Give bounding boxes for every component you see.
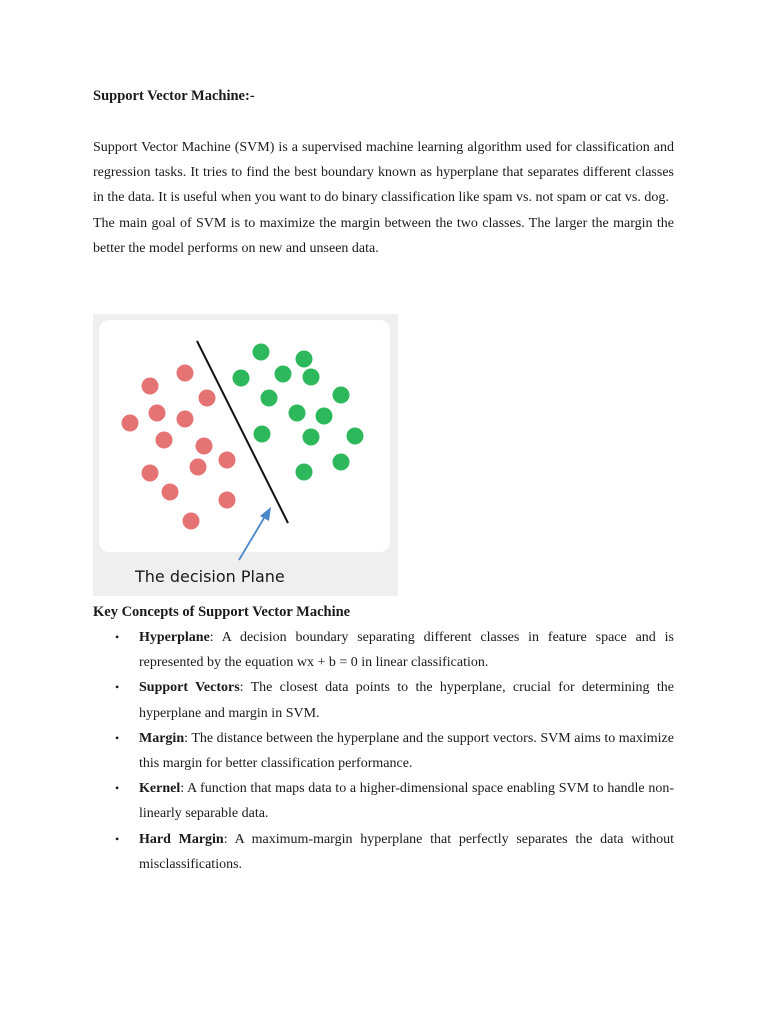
concept-description: : The closest data points to the hyperplane, crucial for determining the hyperplane and margin in SVM. [139,680,674,721]
bullet-icon: • [115,680,120,695]
class-a-point [177,411,194,428]
class-b-point [316,408,333,425]
intro-paragraph-1: Support Vector Machine (SVM) is a supervised machine learning algorithm used for classification and regression tasks. It tries to find the best boundary known as hyperplane that separates different classes in the data. It is useful when you want to do binary classification like spam vs. not spam or cat vs. dog. [93,140,674,206]
list-item [93,827,674,877]
concept-term: Kernel [139,781,181,797]
list-item [93,776,674,826]
class-b-point [233,370,250,387]
class-b-point [253,344,270,361]
class-a-point [149,405,166,422]
class-a-point [142,378,159,395]
class-a-point [122,415,139,432]
class-a-point [177,365,194,382]
class-a-point [190,459,207,476]
class-b-point [347,428,364,445]
class-b-point [275,366,292,383]
class-b-point [303,369,320,386]
class-b-point [289,405,306,422]
class-b-point [303,429,320,446]
class-a-point [219,452,236,469]
intro-text [93,135,674,261]
list-item [93,675,674,725]
decision-plane-figure [93,314,398,596]
bullet-icon: • [115,781,120,796]
decision-plane-illustration [93,314,398,596]
class-b-point [254,426,271,443]
class-a-point [183,513,200,530]
class-a-point [142,465,159,482]
bullet-icon: • [115,630,120,644]
class-a-point [156,432,173,449]
concept-description: : A maximum-margin hyperplane that perfectly separates the data without misclassifications. [139,831,675,872]
class-a-point [196,438,213,455]
concept-description: : A decision boundary separating different classes in feature space and is represented by the equation wx + b = 0 in linear classification. [139,630,674,671]
list-item [93,726,674,776]
class-b-point [333,454,350,471]
concept-term: Hard Margin [139,831,224,847]
bullet-icon: • [115,730,120,745]
class-b-point [296,351,313,368]
class-b-point [296,464,313,481]
key-concepts-list [93,625,674,877]
class-b-point [333,387,350,404]
intro-paragraph-2: The main goal of SVM is to maximize the margin between the two classes. The larger the margin the better the model performs on new and unseen data. [93,215,674,256]
class-a-point [162,484,179,501]
bullet-icon: • [115,831,120,846]
page-title: Support Vector Machine:- [93,88,255,104]
list-item [93,625,674,675]
class-b-point [261,390,278,407]
concept-term: Margin [139,730,185,746]
concept-description: : A function that maps data to a higher-dimensional space enabling SVM to handle non-linearly separable data. [139,781,674,822]
concept-description: : The distance between the hyperplane and the support vectors. SVM aims to maximize this margin for better classification performance. [139,730,674,772]
concept-term: Support Vectors [139,680,240,696]
concept-term: Hyperplane [139,630,210,645]
key-concepts-heading: Key Concepts of Support Vector Machine [93,604,351,620]
figure-caption: The decision Plane [135,567,285,586]
class-a-point [199,390,216,407]
class-a-point [219,492,236,509]
